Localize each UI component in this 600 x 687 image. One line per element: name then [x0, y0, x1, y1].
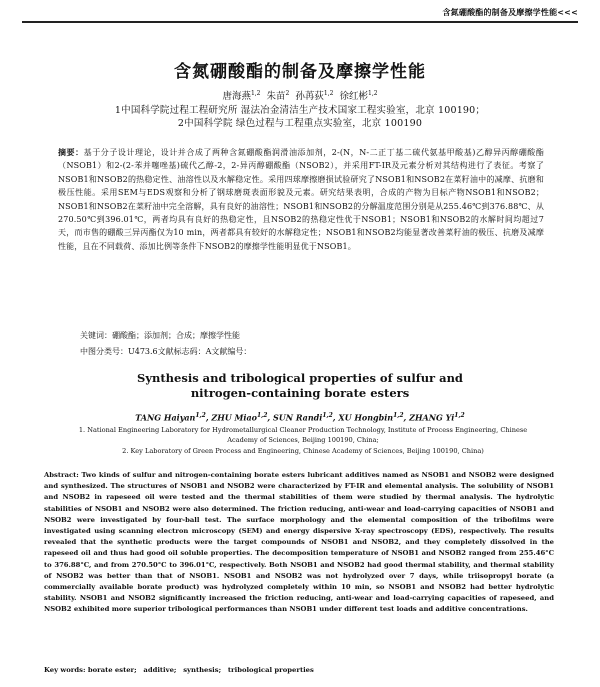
author-affiliation-mark: 1,2	[250, 89, 261, 97]
author-affiliation-mark: 1,2	[256, 412, 268, 419]
english-keywords-text: borate ester; additive; synthesis; tribological properties	[87, 666, 314, 674]
chinese-title: 含氮硼酸酯的制备及摩擦学性能	[174, 62, 426, 82]
chinese-abstract-label: 摘要：	[58, 147, 84, 157]
running-head: 含氮硼酸酯的制备及摩擦学性能<<<	[442, 8, 578, 17]
author-name: 徐红彬	[339, 91, 369, 102]
author-name: 唐海燕	[222, 91, 251, 102]
author-affiliation-mark: 1,2	[195, 412, 206, 419]
chinese-keywords	[80, 329, 544, 342]
english-title	[0, 371, 600, 401]
author-name: ZHANG Yi	[409, 412, 455, 423]
author-affiliation-mark: 1,2	[322, 412, 333, 419]
classification-line: 中图分类号：U473.6文献标志码：A文献编号：	[80, 347, 252, 356]
chinese-affiliations	[30, 104, 570, 130]
chinese-author-list	[0, 88, 600, 102]
english-abstract-label: Abstract:	[44, 471, 79, 479]
author-affiliation-mark: 2	[285, 89, 290, 97]
english-title-line-2: nitrogen-containing borate esters	[190, 386, 410, 400]
author-affiliation-mark: 1,2	[393, 412, 404, 419]
english-author-list: TANG Haiyan$^{1,2}$, ZHU Miao$^{1,2}$, SUN Randi$^{1,2}$, XU Hongbin$^{1,2}$, ZHANG Yi$^{1,2}$	[135, 412, 465, 423]
author-name: ZHU Miao	[211, 412, 257, 423]
author-name: 朱苗	[266, 91, 286, 102]
chinese-keywords-label: 关键词：	[80, 331, 112, 340]
chinese-keywords-text: 硼酸酯；添加剂；合成；摩擦学性能	[112, 331, 240, 340]
english-abstract-text: Two kinds of sulfur and nitrogen-containing borate esters lubricant additives named as NSOB1 and NSOB2 were designed and synthesized. The structures of NSOB1 and NSOB2 were characterized by FT-IR and elemental analysis. The solubility of NSOB1 and NSOB2 in rapeseed oil were tested and the thermal stabilities of them were studied by thermal analysis. The hydrolytic stabilities of NSOB1 and NSOB2 were also determined. The friction reducing, anti-wear and load-carrying capacities of NSOB1 and NSOB2 were investigated by four-ball test. The surface morphology and the elemental composition of the tribofilms were investigated using scanning electron microscopy (SEM) and energy dispersive X-ray spectroscopy (EDS), respectively. The results revealed that the synthetic products were the target compounds of NSOB1 and NSOB2, and they completely dissolved in the rapeseed oil and thus had good oil soluble properties. The decomposition temperature of NSOB1 and NSOB2 ranged from 255.46°C to 376.88°C, and from 270.50°C to 396.01°C, respectively. Both NSOB1 and NSOB2 had good thermal stability, and thermal stability of NSOB2 was better than that of NSOB1. NSOB1 and NSOB2 was not hydrolyzed over 7 days, while triisopropyl borate (a commercially available borate product) was hydrolyzed completely within 10 min, so NSOB1 and NSOB2 had better hydrolytic stability. NSOB1 and NSOB2 significantly increased the friction reducing, anti-wear and load-carrying capacities of rapeseed, and NSOB2 exhibited more superior tribological performances than NSOB1 under different test loads and additive concentrations.	[44, 471, 554, 614]
english-keywords	[44, 664, 554, 674]
chinese-affiliation-1: 1中国科学院过程工程研究所 湿法冶金清洁生产技术国家工程实验室，北京 100190；	[114, 105, 486, 116]
author-affiliation-mark: 1,2	[454, 412, 465, 419]
author-name: SUN Randi	[273, 412, 323, 423]
author-name: TANG Haiyan	[135, 412, 196, 423]
author-name: 孙苒荻	[295, 91, 324, 102]
chinese-abstract-text: 基于分子设计理论，设计并合成了两种含氮硼酸酯润滑油添加剂，2-(N，N-二正丁基二硫代氨基甲酸基)乙醇异丙醇硼酸酯（NSOB1）和2-(2-苯并噻唑基)硫代乙醇-2，2-异丙醇硼酸酯（NSOB2），并采用FT-IR及元素分析对其结构进行了表征。考察了NSOB1和NSOB2的热稳定性、油溶性以及水解稳定性。采用四球摩擦磨损试验研究了NSOB1和NSOB2在菜籽油中的减摩、抗磨和极压性能。采用SEM与EDS观察和分析了钢球磨斑表面形貌及元素。研究结果表明，合成的产物为目标产物NSOB1和NSOB2；NSOB1和NSOB2在菜籽油中完全溶解，具有良好的油溶性；NSOB1和NSOB2的分解温度范围分别是从255.46℃到376.88℃、从270.50℃到396.01℃，两者均具有良好的热稳定性，且NSOB2的热稳定性优于NSOB1；NSOB1和NSOB2的水解时间均超过7天，而市售的硼酸三异丙酯仅为10 min，两者都具有较好的水解稳定性；NSOB1和NSOB2均能显著改善菜籽油的极压、抗磨及减摩性能，且在不同载荷、添加比例等条件下NSOB2的摩擦学性能明显优于NSOB1。	[58, 148, 544, 251]
english-abstract	[44, 470, 554, 616]
english-affiliation-2: 2. Key Laboratory of Green Process and Engineering, Chinese Academy of Sciences, Beijing 100190, China)	[122, 447, 484, 455]
chinese-affiliation-2: 2中国科学院 绿色过程与工程重点实验室，北京 100190	[177, 118, 423, 129]
author-name: XU Hongbin	[338, 412, 394, 423]
english-keywords-label: Key words:	[44, 666, 86, 674]
author-affiliation-mark: 1,2	[368, 89, 378, 97]
header-rule	[22, 21, 578, 23]
author-affiliation-mark: 1,2	[323, 89, 334, 97]
chinese-abstract	[58, 146, 544, 253]
english-title-line-1: Synthesis and tribological properties of sulfur and	[137, 371, 463, 385]
english-affiliation-1: 1. National Engineering Laboratory for Hydrometallurgical Cleaner Production Technology, Institute of Process Engineering, Chinese Academy of Sciences, Beijing 100190, China;	[78, 426, 528, 444]
